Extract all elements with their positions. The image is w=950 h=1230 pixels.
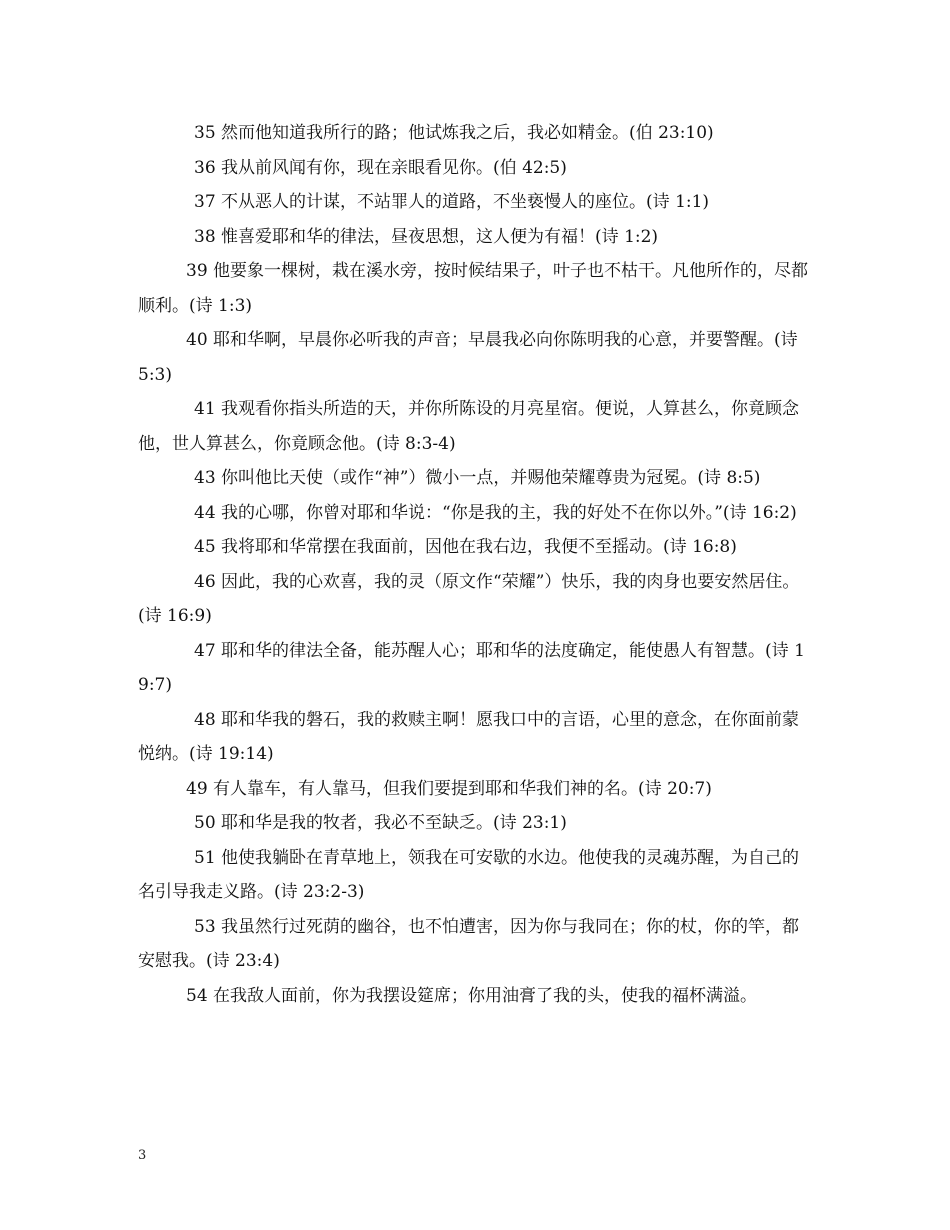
verse-paragraph: 48 耶和华我的磐石，我的救赎主啊！愿我口中的言语，心里的意念，在你面前蒙悦纳。(诗 19:14) (138, 709, 800, 764)
verse-paragraph: 43 你叫他比天使（或作“神”）微小一点，并赐他荣耀尊贵为冠冕。(诗 8:5) (194, 468, 761, 488)
verse-paragraph: 38 惟喜爱耶和华的律法，昼夜思想，这人便为有福！(诗 1:2) (194, 226, 659, 247)
verse-paragraph: 40 耶和华啊，早晨你必听我的声音；早晨我必向你陈明我的心意，并要警醒。(诗 5:3) (138, 330, 798, 385)
verse-paragraph: 41 我观看你指头所造的天，并你所陈设的月亮星宿。便说，人算甚么，你竟顾念他，世人算甚么，你竟顾念他。(诗 8:3-4) (138, 399, 800, 454)
document-body (138, 116, 814, 1013)
page-number: 3 (138, 1148, 147, 1163)
verse-paragraph: 51 他使我躺卧在青草地上，领我在可安歇的水边。他使我的灵魂苏醒，为自己的名引导我走义路。(诗 23:2-3) (138, 847, 800, 902)
verse-paragraph: 44 我的心哪，你曾对耶和华说：“你是我的主，我的好处不在你以外。”(诗 16:2) (194, 502, 797, 523)
verse-paragraph: 53 我虽然行过死荫的幽谷，也不怕遭害，因为你与我同在；你的杖，你的竿，都安慰我。(诗 23:4) (138, 916, 800, 971)
verse-paragraph: 45 我将耶和华常摆在我面前，因他在我右边，我便不至摇动。(诗 16:8) (194, 537, 737, 557)
verse-paragraph: 47 耶和华的律法全备，能苏醒人心；耶和华的法度确定，能使愚人有智慧。(诗 19:7) (138, 640, 805, 695)
verse-paragraph: 50 耶和华是我的牧者，我必不至缺乏。(诗 23:1) (194, 813, 567, 833)
verse-paragraph: 36 我从前风闻有你，现在亲眼看见你。(伯 42:5) (194, 157, 567, 178)
verse-paragraph: 46 因此，我的心欢喜，我的灵（原文作“荣耀”）快乐，我的肉身也要安然居住。(诗 16:9) (138, 571, 800, 626)
verse-paragraph: 37 不从恶人的计谋，不站罪人的道路，不坐亵慢人的座位。(诗 1:1) (194, 192, 710, 212)
verse-paragraph: 39 他要象一棵树，栽在溪水旁，按时候结果子，叶子也不枯干。凡他所作的，尽都顺利。(诗 1:3) (138, 261, 809, 316)
verse-paragraph: 35 然而他知道我所行的路；他试炼我之后，我必如精金。(伯 23:10) (194, 123, 714, 143)
verse-paragraph: 49 有人靠车，有人靠马，但我们要提到耶和华我们神的名。(诗 20:7) (186, 778, 712, 799)
verse-paragraph: 54 在我敌人面前，你为我摆设筵席；你用油膏了我的头，使我的福杯满溢。 (186, 985, 758, 1006)
